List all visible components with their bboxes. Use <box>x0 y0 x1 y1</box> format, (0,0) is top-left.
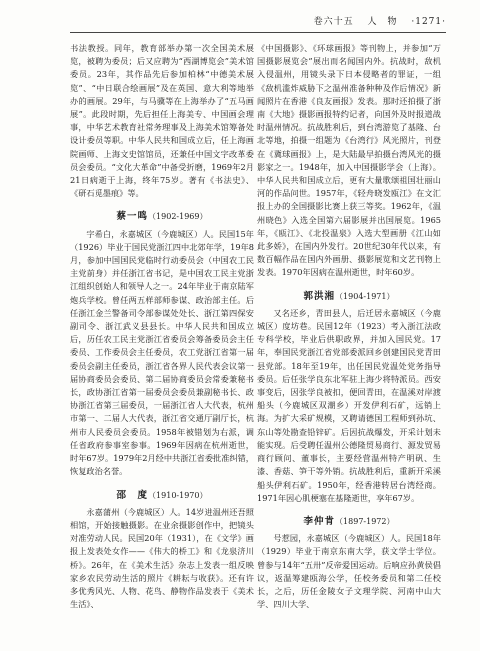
continued-paragraph: 《中国摄影》、《环球画报》等刊物上，并参加“万国摄影展览会”展出而名闻国内外。抗战时，敌机入侵温州，用镜头录下日本侵略者的罪证，一组《敌机滥炸威胁下之温州准备种种及作后情况》新闻照片在香港《良友画报》发表。那时还拍摄了浙南《大地》摄影画报特约记者，向国外及时报道战时温州情况。抗战胜利后，到台湾游览了基隆、台北等地，拍摄一组题为《台湾行》风光照片，刊登在《冀球画报》上，是大陆最早拍摄台湾风光的摄影家之一。1948年，加入中国摄影学会（上海）。中华人民共和国成立后，更有大量歌颂祖国壮丽山河的作品问世。1957年，《轻舟晓发瓯江》在文汇报上办的全国摄影比赛上获三等奖。1962年，《温州晓色》入选全国第六届影展并出国展览。1965年，《瓯江》、《北投温泉》入选大型画册《江山如此多娇》，在国内外发行。20世纪30年代以来，有数百幅作品在国内外画册、摄影展览和文艺刊物上发表。1970年因病在温州逝世，时年60岁。 <box>257 43 441 278</box>
person-name: 郭洪湘 <box>303 290 336 302</box>
entry-heading <box>257 515 441 528</box>
person-name: 邵 度 <box>116 489 149 501</box>
right-column <box>257 42 441 611</box>
person-dates: （1904-1971） <box>335 291 395 301</box>
continued-paragraph: 书法教授。同年，教育部举办第一次全国美术展览，被聘为委员；后又应聘为“西湖博览会”美术馆委员。23年，其作品先后参加柏林“中德美术展览”、“中日联合绘画展”及在英国、意大利等地举办的画展。29年，与马骥等在上海举办了“五马画展”。此段时期，先后担任上海美专、中国画会理事，中华艺术教育社常务理事及上海美术馆筹备处设计委员等职。中华人民共和国成立后，任上海画院画师、上海文史馆馆员，还兼任中国文字改革委员会委员。“文化大革命”中备受折磨，1969年2月21日病逝于上海，终年75岁。著有《书法史》、《研石觅墨痕》等。 <box>70 43 254 199</box>
person-dates: （1902-1969） <box>148 212 208 222</box>
biography-paragraph: 字希白，永嘉城区（今鹿城区）人。民国15年（1926）毕业于国民党浙江四中北郊年学，19年8月，参加中国国民党临时行动委员会（中国农工民主党前身）并任浙江省书记，是中国农工民主党浙江组织创始人和领导人之一。24年毕业于南京陆军炮兵学校。曾任两五样部师参谋、政治部主任。后任浙江金兰警备司令部参谋处处长、浙江第四保安副司令、浙江武义县县长。中华人民共和国成立后，历任农工民主党浙江省委员会筹备委员会主任委员、工作委员会主任委员，农工党浙江省第一届委员会副主任委员，浙江省各界人民代表会议第一届协商委员会委员、第二届协商委员会常委兼秘书长，政协浙江省第一届委员会委员兼副秘书长、政协浙江省第三届委员，一届浙江省人大代表，杭州市第一、二届人大代表，浙江省交通厅副厅长，杭州市人民委员会委员。1958年被错划为右派，调任省政府参事室参事。1969年因病在杭州逝世，时年67岁。1979年2月经中共浙江省委批准纠错，恢复政治名誉。 <box>70 228 254 477</box>
biography-paragraph: 永嘉蒲州（今鹿城区）人。14岁进温州还吾照相馆，开始接触摄影。在业余摄影创作中，把镜头对准劳动人民。民国20年（1931），在《文学》画报上发表处女作——《伟大的桥工》和《龙泉济川桥》。26年，在《美术生活》杂志上发表一组反映家乡农民劳动生活的照片《耕耘与收获》。还有许多优秀风光、人物、花鸟、静物作品发表于《美术生活》、 <box>70 506 254 610</box>
volume-label: 卷六十五 <box>313 17 354 27</box>
person-dates: （1910-1970） <box>148 490 208 500</box>
entry-heading <box>257 290 441 303</box>
entry-heading <box>70 210 254 223</box>
chapter-label: 人 物 <box>367 17 398 27</box>
running-header <box>70 14 446 33</box>
person-name: 蔡一鸣 <box>116 211 149 223</box>
left-column <box>70 42 254 611</box>
person-dates: （1897-1972） <box>335 516 395 526</box>
person-name: 李仲肯 <box>303 515 336 527</box>
biography-paragraph: 又名还乡，青田县人，后迁居永嘉城区（今鹿城区）度坊巷。民国12年（1923）考入浙江法政专科学校，毕业后供职政界，并加入国民党。17年，奉国民党浙江省党部委派回乡创建国民党青田县党部。18年至19年，出任国民党温处党务指导委员。后任张学良东北军驻上海少将特派员。西安事变后，因张学良被扣，便回青田，在温溪对岸渡船头（今鹿城区双潮乡）开发伊利石矿，远销上海。为扩大采矿规模，又聘请德国工程师到孙坑、东山等处勘查铅锌矿。后因抗战爆发，开采计划未能实现。后受聘任温州公德隆贸易商行、源发贸易商行顾问、董事长，主要经营温州特产明矾、生漆、香菇、笋干等外销。抗战胜利后，重新开采溪船头伊利石矿。1950年，经香港转居台湾经商。1971年因心肌梗塞在基隆逝世，享年67岁。 <box>257 307 441 503</box>
entry-heading <box>70 489 254 502</box>
biography-paragraph: 号惹园，永嘉城区（今鹿城区）人。民国18年（1929）毕业于南京东南大学，获文学士学位。曾参与14年“五卅”反帝爱国运动。后响应孙黄侯倡议，返温筹建瓯海公学，任校务委员和第二任校长，之后，历任金陵女子文理学院、河南中山大学、四川大学、 <box>257 533 441 610</box>
page-number: ·1271· <box>411 17 446 27</box>
